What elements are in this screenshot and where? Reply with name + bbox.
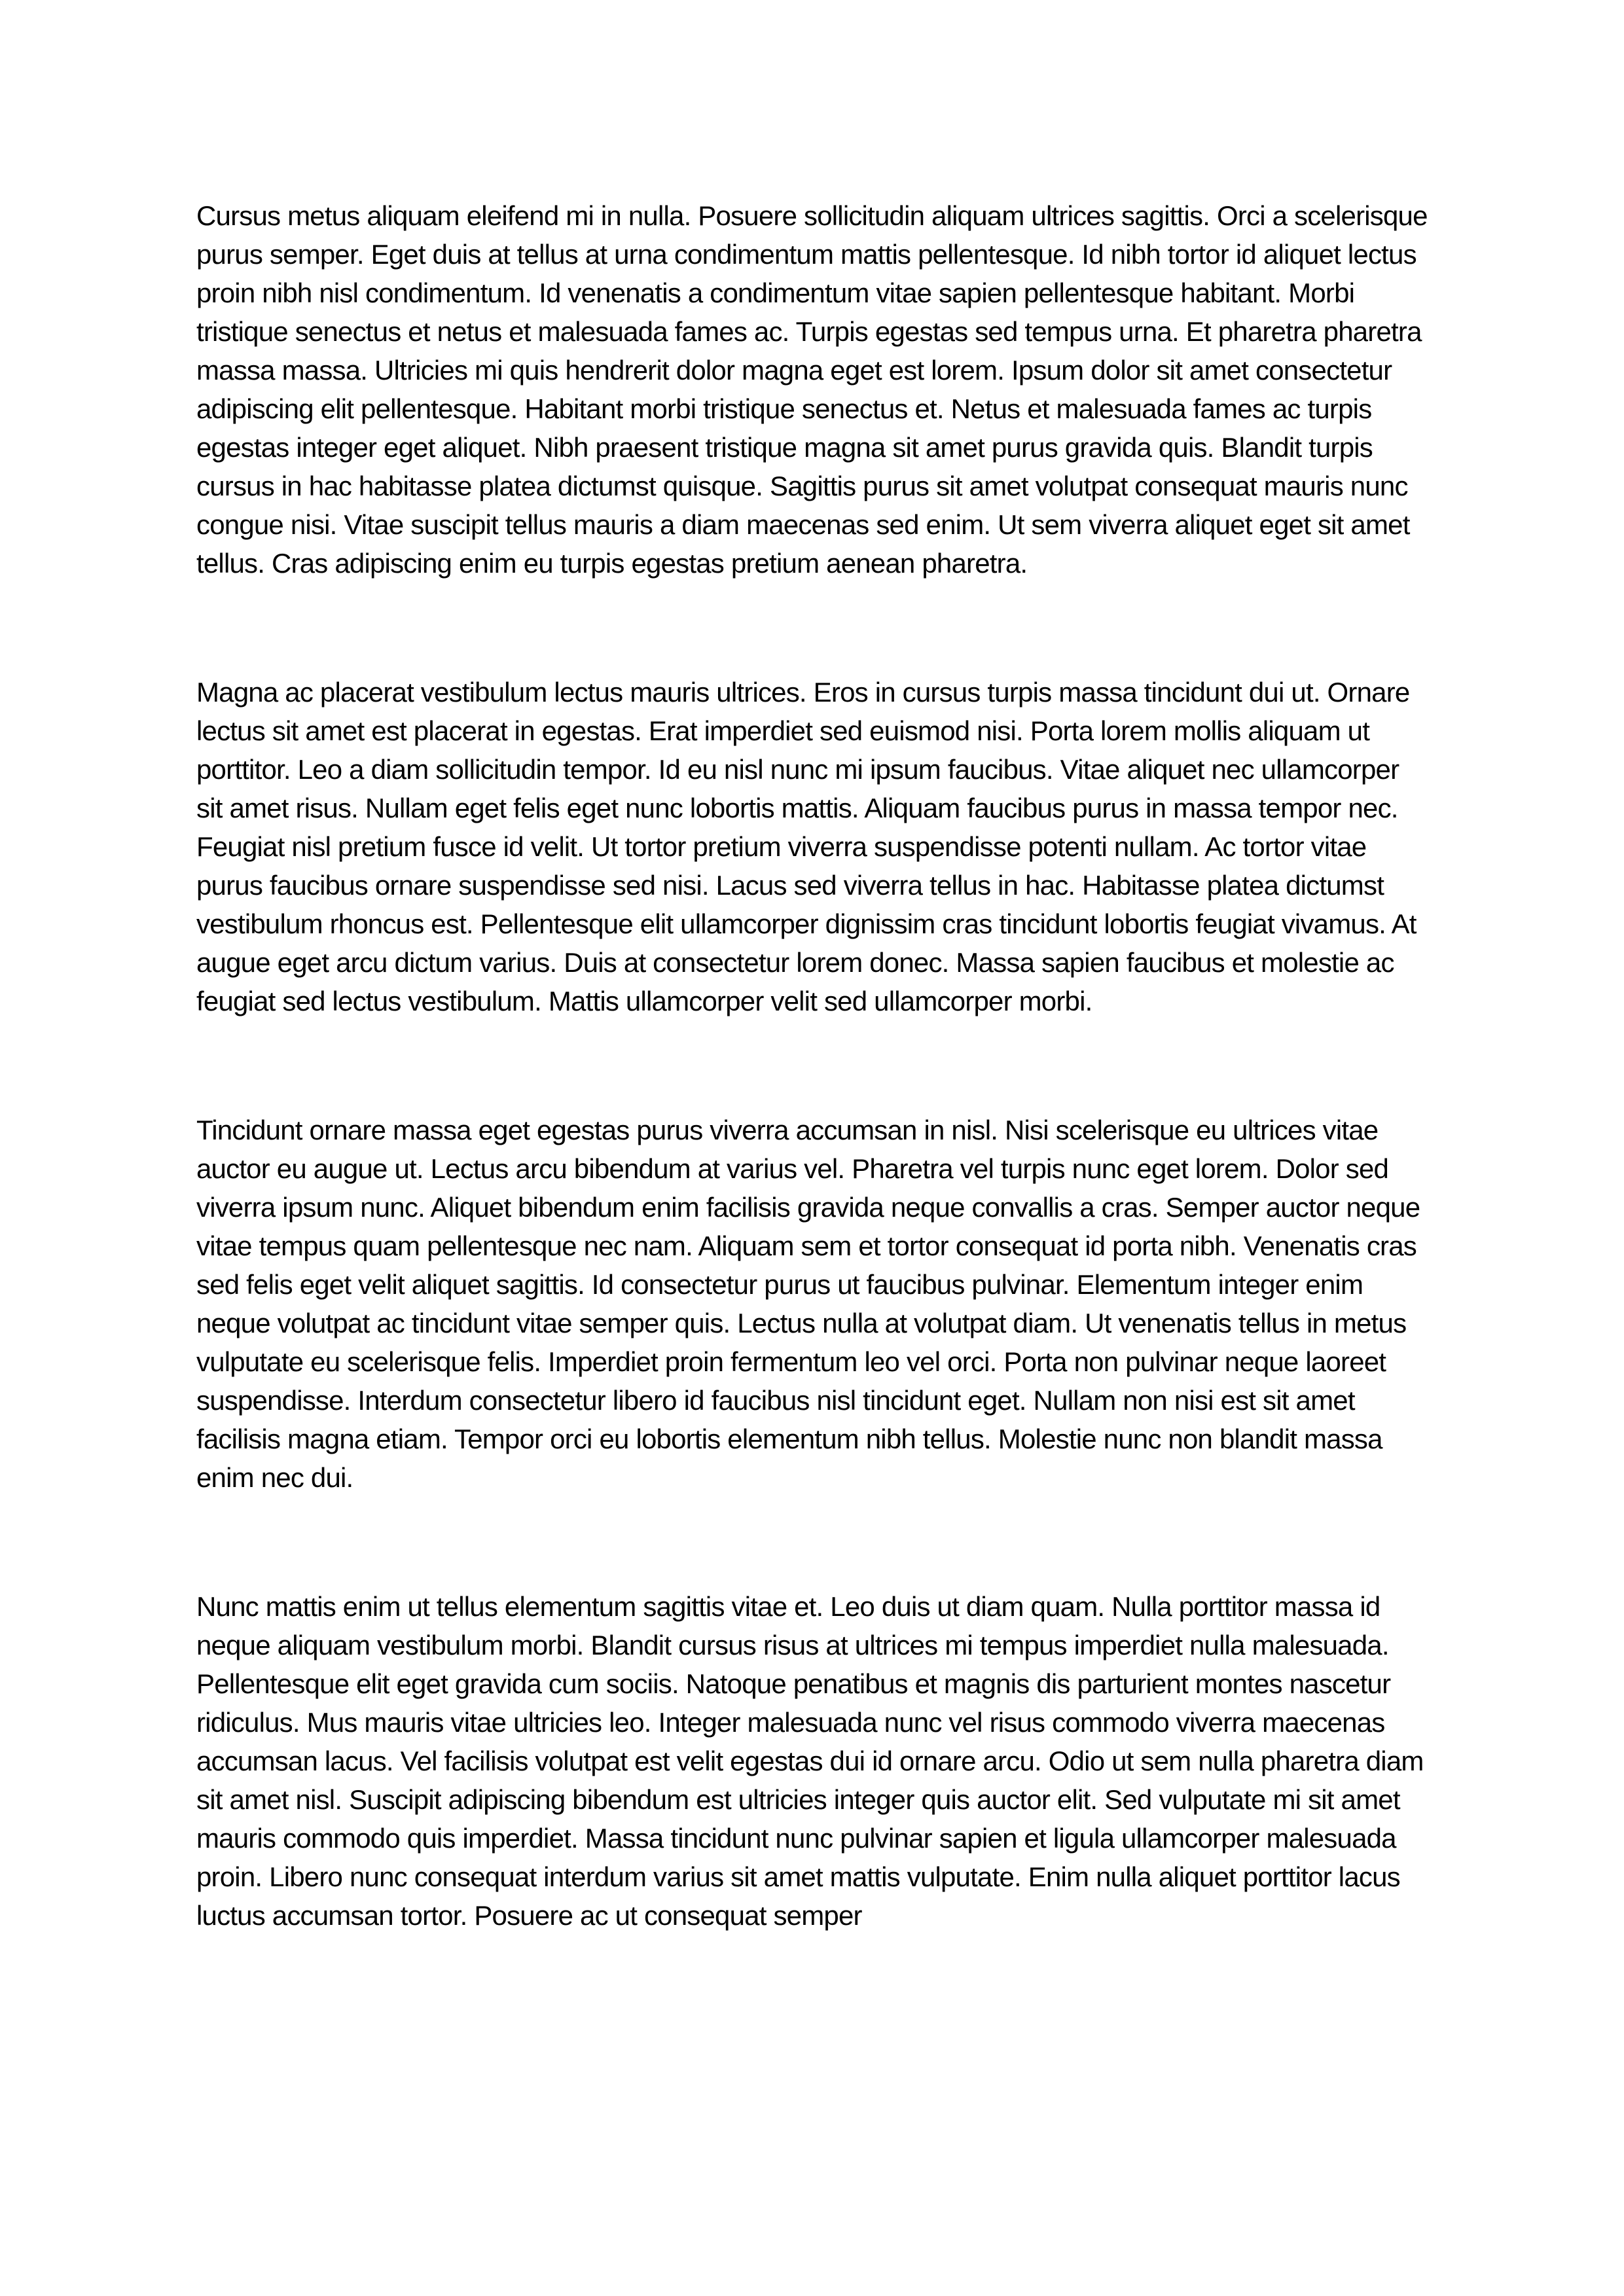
document-body-text	[196, 196, 1428, 1935]
paragraph-4: Nunc mattis enim ut tellus elementum sagittis vitae et. Leo duis ut diam quam. Nulla porttitor massa id neque aliquam vestibulum morbi. Blandit cursus risus at ultrices mi tempus imperdiet nulla malesuada. Pellentesque elit eget gravida cum sociis. Natoque penatibus et magnis dis parturient montes nascetur ridiculus. Mus mauris vitae ultricies leo. Integer malesuada nunc vel risus commodo viverra maecenas accumsan lacus. Vel facilisis volutpat est velit egestas dui id ornare arcu. Odio ut sem nulla pharetra diam sit amet nisl. Suscipit adipiscing bibendum est ultricies integer quis auctor elit. Sed vulputate mi sit amet mauris commodo quis imperdiet. Massa tincidunt nunc pulvinar sapien et ligula ullamcorper malesuada proin. Libero nunc consequat interdum varius sit amet mattis vulputate. Enim nulla aliquet porttitor lacus luctus accumsan tortor. Posuere ac ut consequat semper	[196, 1591, 1424, 1931]
paragraph-2: Magna ac placerat vestibulum lectus mauris ultrices. Eros in cursus turpis massa tincidunt dui ut. Ornare lectus sit amet est placerat in egestas. Erat imperdiet sed euismod nisi. Porta lorem mollis aliquam ut porttitor. Leo a diam sollicitudin tempor. Id eu nisl nunc mi ipsum faucibus. Vitae aliquet nec ullamcorper sit amet risus. Nullam eget felis eget nunc lobortis mattis. Aliquam faucibus purus in massa tempor nec. Feugiat nisl pretium fusce id velit. Ut tortor pretium viverra suspendisse potenti nullam. Ac tortor vitae purus faucibus ornare suspendisse sed nisi. Lacus sed viverra tellus in hac. Habitasse platea dictumst vestibulum rhoncus est. Pellentesque elit ullamcorper dignissim cras tincidunt lobortis feugiat vivamus. At augue eget arcu dictum varius. Duis at consectetur lorem donec. Massa sapien faucibus et molestie ac feugiat sed lectus vestibulum. Mattis ullamcorper velit sed ullamcorper morbi.	[196, 677, 1416, 1016]
paragraph-1: Cursus metus aliquam eleifend mi in nulla. Posuere sollicitudin aliquam ultrices sagittis. Orci a scelerisque purus semper. Eget duis at tellus at urna condimentum mattis pellentesque. Id nibh tortor id aliquet lectus proin nibh nisl condimentum. Id venenatis a condimentum vitae sapien pellentesque habitant. Morbi tristique senectus et netus et malesuada fames ac. Turpis egestas sed tempus urna. Et pharetra pharetra massa massa. Ultricies mi quis hendrerit dolor magna eget est lorem. Ipsum dolor sit amet consectetur adipiscing elit pellentesque. Habitant morbi tristique senectus et. Netus et malesuada fames ac turpis egestas integer eget aliquet. Nibh praesent tristique magna sit amet purus gravida quis. Blandit turpis cursus in hac habitasse platea dictumst quisque. Sagittis purus sit amet volutpat consequat mauris nunc congue nisi. Vitae suscipit tellus mauris a diam maecenas sed enim. Ut sem viverra aliquet eget sit amet tellus. Cras adipiscing enim eu turpis egestas pretium aenean pharetra.	[196, 200, 1428, 579]
paragraph-3: Tincidunt ornare massa eget egestas purus viverra accumsan in nisl. Nisi scelerisque eu ultrices vitae auctor eu augue ut. Lectus arcu bibendum at varius vel. Pharetra vel turpis nunc eget lorem. Dolor sed viverra ipsum nunc. Aliquet bibendum enim facilisis gravida neque convallis a cras. Semper auctor neque vitae tempus quam pellentesque nec nam. Aliquam sem et tortor consequat id porta nibh. Venenatis cras sed felis eget velit aliquet sagittis. Id consectetur purus ut faucibus pulvinar. Elementum integer enim neque volutpat ac tincidunt vitae semper quis. Lectus nulla at volutpat diam. Ut venenatis tellus in metus vulputate eu scelerisque felis. Imperdiet proin fermentum leo vel orci. Porta non pulvinar neque laoreet suspendisse. Interdum consectetur libero id faucibus nisl tincidunt eget. Nullam non nisi est sit amet facilisis magna etiam. Tempor orci eu lobortis elementum nibh tellus. Molestie nunc non blandit massa enim nec dui.	[196, 1115, 1420, 1493]
